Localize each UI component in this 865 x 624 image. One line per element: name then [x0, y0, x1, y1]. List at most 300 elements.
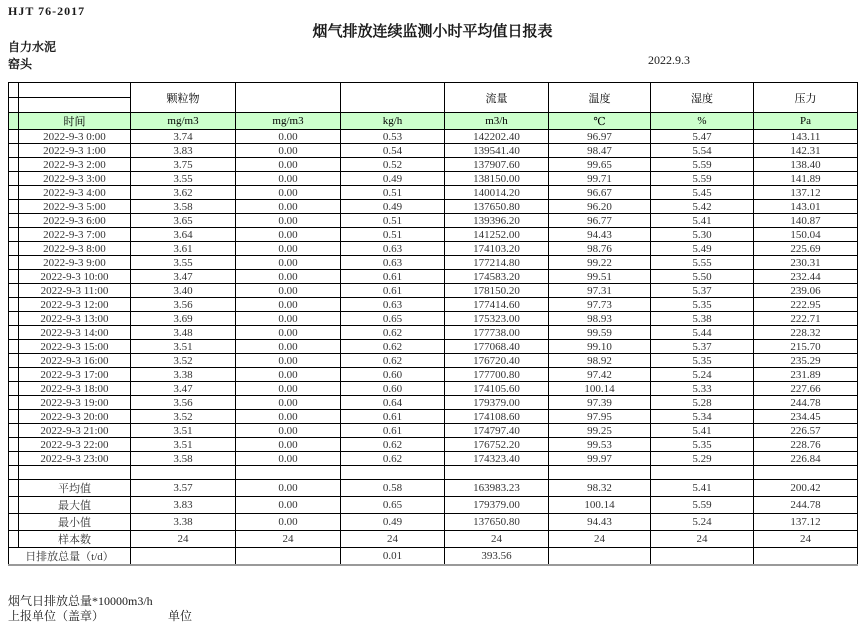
value-cell: 100.14 — [549, 382, 651, 396]
gutter-cell — [9, 228, 19, 242]
gutter-cell — [9, 514, 19, 531]
value-cell: 5.37 — [651, 284, 754, 298]
value-cell: 0.00 — [236, 214, 341, 228]
time-cell: 2022-9-3 20:00 — [19, 410, 131, 424]
value-cell: 0.00 — [236, 312, 341, 326]
time-cell: 2022-9-3 11:00 — [19, 284, 131, 298]
value-cell: 230.31 — [754, 256, 858, 270]
hourly-data-row — [9, 158, 858, 172]
value-cell: 99.51 — [549, 270, 651, 284]
time-cell: 2022-9-3 1:00 — [19, 144, 131, 158]
value-cell: 175323.00 — [445, 312, 549, 326]
hourly-data-row — [9, 242, 858, 256]
hourly-data-row — [9, 172, 858, 186]
value-cell: 5.28 — [651, 396, 754, 410]
value-cell: 5.41 — [651, 214, 754, 228]
summary-value-cell: 0.58 — [341, 480, 445, 497]
summary-label-cell: 最小值 — [19, 514, 131, 531]
value-cell: 97.31 — [549, 284, 651, 298]
value-cell: 5.59 — [651, 172, 754, 186]
value-cell: 0.00 — [236, 410, 341, 424]
value-cell: 5.33 — [651, 382, 754, 396]
station-name: 窑头 — [8, 57, 33, 71]
value-cell: 5.35 — [651, 354, 754, 368]
value-cell: 215.70 — [754, 340, 858, 354]
value-cell: 98.92 — [549, 354, 651, 368]
summary-value-cell: 24 — [651, 531, 754, 548]
value-cell: 0.63 — [341, 298, 445, 312]
time-cell: 2022-9-3 14:00 — [19, 326, 131, 340]
summary-value-cell: 393.56 — [445, 548, 549, 566]
value-cell: 141252.00 — [445, 228, 549, 242]
value-cell: 3.64 — [131, 228, 236, 242]
value-cell: 0.00 — [236, 256, 341, 270]
hourly-data-row — [9, 452, 858, 466]
blank-separator-row — [9, 466, 858, 480]
value-cell: 0.52 — [341, 158, 445, 172]
value-cell: 99.53 — [549, 438, 651, 452]
value-cell: 0.61 — [341, 284, 445, 298]
value-cell: 5.37 — [651, 340, 754, 354]
value-cell: 5.54 — [651, 144, 754, 158]
value-cell: 179379.00 — [445, 396, 549, 410]
summary-value-cell: 0.00 — [236, 497, 341, 514]
value-cell: 3.56 — [131, 396, 236, 410]
value-cell: 141.89 — [754, 172, 858, 186]
value-cell: 0.00 — [236, 284, 341, 298]
summary-value-cell: 24 — [236, 531, 341, 548]
summary-value-cell: 24 — [445, 531, 549, 548]
value-cell: 5.50 — [651, 270, 754, 284]
value-cell: 99.71 — [549, 172, 651, 186]
value-cell: 5.34 — [651, 410, 754, 424]
value-cell: 3.55 — [131, 172, 236, 186]
value-cell: 0.00 — [236, 452, 341, 466]
value-cell: 0.00 — [236, 242, 341, 256]
value-cell: 228.32 — [754, 326, 858, 340]
value-cell: 177738.00 — [445, 326, 549, 340]
summary-value-cell: 100.14 — [549, 497, 651, 514]
time-header-spacer — [19, 98, 131, 113]
time-cell: 2022-9-3 12:00 — [19, 298, 131, 312]
time-cell: 2022-9-3 5:00 — [19, 200, 131, 214]
value-cell: 178150.20 — [445, 284, 549, 298]
value-cell: 0.62 — [341, 326, 445, 340]
value-cell: 138.40 — [754, 158, 858, 172]
value-cell: 174323.40 — [445, 452, 549, 466]
value-cell: 96.67 — [549, 186, 651, 200]
summary-row — [9, 497, 858, 514]
value-cell: 139541.40 — [445, 144, 549, 158]
blank-cell — [445, 466, 549, 480]
summary-value-cell: 0.00 — [236, 480, 341, 497]
value-cell: 0.00 — [236, 144, 341, 158]
time-cell: 2022-9-3 23:00 — [19, 452, 131, 466]
page-title: 烟气排放连续监测小时平均值日报表 — [312, 24, 553, 40]
column-group-header: 流量 — [445, 83, 549, 113]
value-cell: 137.12 — [754, 186, 858, 200]
value-cell: 94.43 — [549, 228, 651, 242]
hourly-data-row — [9, 228, 858, 242]
footnote-unit: 单位 — [168, 609, 193, 623]
value-cell: 5.35 — [651, 438, 754, 452]
value-cell: 0.49 — [341, 200, 445, 214]
value-cell: 0.65 — [341, 312, 445, 326]
summary-value-cell: 200.42 — [754, 480, 858, 497]
value-cell: 98.76 — [549, 242, 651, 256]
value-cell: 0.00 — [236, 298, 341, 312]
summary-value-cell: 98.32 — [549, 480, 651, 497]
value-cell: 0.00 — [236, 396, 341, 410]
time-header-spacer — [19, 83, 131, 98]
value-cell: 177214.80 — [445, 256, 549, 270]
value-cell: 3.58 — [131, 200, 236, 214]
value-cell: 0.62 — [341, 340, 445, 354]
gutter-cell — [9, 200, 19, 214]
value-cell: 99.97 — [549, 452, 651, 466]
value-cell: 3.51 — [131, 424, 236, 438]
time-cell: 2022-9-3 19:00 — [19, 396, 131, 410]
value-cell: 232.44 — [754, 270, 858, 284]
unit-label-cell: kg/h — [341, 113, 445, 130]
value-cell: 3.52 — [131, 410, 236, 424]
summary-value-cell: 94.43 — [549, 514, 651, 531]
gutter-cell — [9, 396, 19, 410]
value-cell: 0.00 — [236, 368, 341, 382]
value-cell: 0.62 — [341, 354, 445, 368]
summary-value-cell: 24 — [131, 531, 236, 548]
time-cell: 2022-9-3 17:00 — [19, 368, 131, 382]
value-cell: 137907.60 — [445, 158, 549, 172]
summary-value-cell — [651, 548, 754, 566]
hourly-data-row — [9, 410, 858, 424]
column-group-header-empty — [341, 83, 445, 113]
value-cell: 174797.40 — [445, 424, 549, 438]
blank-cell — [651, 466, 754, 480]
blank-cell — [754, 466, 858, 480]
gutter-cell — [9, 144, 19, 158]
value-cell: 0.60 — [341, 368, 445, 382]
time-cell: 2022-9-3 2:00 — [19, 158, 131, 172]
value-cell: 5.49 — [651, 242, 754, 256]
summary-row — [9, 548, 858, 566]
value-cell: 0.62 — [341, 452, 445, 466]
value-cell: 0.51 — [341, 186, 445, 200]
column-group-header-empty — [236, 83, 341, 113]
hourly-data-row — [9, 200, 858, 214]
hourly-data-row — [9, 396, 858, 410]
summary-label-cell: 样本数 — [19, 531, 131, 548]
gutter-cell — [9, 130, 19, 144]
value-cell: 0.00 — [236, 424, 341, 438]
value-cell: 174103.20 — [445, 242, 549, 256]
value-cell: 5.38 — [651, 312, 754, 326]
value-cell: 142202.40 — [445, 130, 549, 144]
value-cell: 5.42 — [651, 200, 754, 214]
value-cell: 228.76 — [754, 438, 858, 452]
doc-standard-code: HJT 76-2017 — [8, 4, 86, 18]
value-cell: 231.89 — [754, 368, 858, 382]
value-cell: 0.49 — [341, 172, 445, 186]
summary-value-cell: 179379.00 — [445, 497, 549, 514]
summary-value-cell: 0.65 — [341, 497, 445, 514]
value-cell: 0.61 — [341, 424, 445, 438]
value-cell: 3.40 — [131, 284, 236, 298]
summary-value-cell — [131, 548, 236, 566]
summary-row — [9, 514, 858, 531]
time-cell: 2022-9-3 7:00 — [19, 228, 131, 242]
gutter-cell — [9, 424, 19, 438]
summary-label-cell: 平均值 — [19, 480, 131, 497]
unit-header-row — [9, 113, 858, 130]
summary-label-cell: 最大值 — [19, 497, 131, 514]
gutter-cell — [9, 113, 19, 130]
value-cell: 140.87 — [754, 214, 858, 228]
column-group-header: 温度 — [549, 83, 651, 113]
value-cell: 0.63 — [341, 256, 445, 270]
value-cell: 5.45 — [651, 186, 754, 200]
value-cell: 3.58 — [131, 452, 236, 466]
value-cell: 139396.20 — [445, 214, 549, 228]
group-header-row — [9, 83, 858, 98]
gutter-cell — [9, 172, 19, 186]
hourly-data-row — [9, 270, 858, 284]
gutter-cell — [9, 186, 19, 200]
value-cell: 3.61 — [131, 242, 236, 256]
value-cell: 0.00 — [236, 270, 341, 284]
gutter-cell — [9, 368, 19, 382]
value-cell: 99.22 — [549, 256, 651, 270]
value-cell: 140014.20 — [445, 186, 549, 200]
hourly-data-row — [9, 438, 858, 452]
value-cell: 225.69 — [754, 242, 858, 256]
gutter-cell — [9, 466, 19, 480]
monitoring-report-table — [8, 82, 858, 566]
gutter-cell — [9, 270, 19, 284]
value-cell: 0.60 — [341, 382, 445, 396]
value-cell: 5.47 — [651, 130, 754, 144]
value-cell: 96.97 — [549, 130, 651, 144]
blank-cell — [19, 466, 131, 480]
gutter-cell — [9, 214, 19, 228]
gutter-cell — [9, 452, 19, 466]
time-cell: 2022-9-3 15:00 — [19, 340, 131, 354]
unit-label-cell: % — [651, 113, 754, 130]
gutter-cell — [9, 326, 19, 340]
value-cell: 0.00 — [236, 354, 341, 368]
value-cell: 3.75 — [131, 158, 236, 172]
value-cell: 97.39 — [549, 396, 651, 410]
value-cell: 0.00 — [236, 158, 341, 172]
value-cell: 142.31 — [754, 144, 858, 158]
time-cell: 2022-9-3 3:00 — [19, 172, 131, 186]
value-cell: 3.51 — [131, 340, 236, 354]
value-cell: 234.45 — [754, 410, 858, 424]
value-cell: 235.29 — [754, 354, 858, 368]
hourly-data-row — [9, 312, 858, 326]
gutter-cell — [9, 382, 19, 396]
value-cell: 239.06 — [754, 284, 858, 298]
value-cell: 5.59 — [651, 158, 754, 172]
value-cell: 3.74 — [131, 130, 236, 144]
value-cell: 226.57 — [754, 424, 858, 438]
column-group-header: 压力 — [754, 83, 858, 113]
gutter-cell — [9, 83, 19, 98]
value-cell: 99.25 — [549, 424, 651, 438]
value-cell: 138150.00 — [445, 172, 549, 186]
value-cell: 3.48 — [131, 326, 236, 340]
column-group-header: 湿度 — [651, 83, 754, 113]
hourly-data-row — [9, 326, 858, 340]
value-cell: 0.00 — [236, 186, 341, 200]
hourly-data-row — [9, 256, 858, 270]
value-cell: 3.56 — [131, 298, 236, 312]
gutter-cell — [9, 284, 19, 298]
hourly-data-row — [9, 340, 858, 354]
value-cell: 3.47 — [131, 382, 236, 396]
summary-value-cell: 5.59 — [651, 497, 754, 514]
value-cell: 3.38 — [131, 368, 236, 382]
value-cell: 5.30 — [651, 228, 754, 242]
time-column-header: 时间 — [19, 113, 131, 130]
summary-value-cell: 137.12 — [754, 514, 858, 531]
value-cell: 0.51 — [341, 214, 445, 228]
gutter-cell — [9, 98, 19, 113]
gutter-cell — [9, 242, 19, 256]
unit-label-cell: Pa — [754, 113, 858, 130]
value-cell: 97.95 — [549, 410, 651, 424]
value-cell: 177414.60 — [445, 298, 549, 312]
value-cell: 3.47 — [131, 270, 236, 284]
hourly-data-row — [9, 214, 858, 228]
value-cell: 3.62 — [131, 186, 236, 200]
time-cell: 2022-9-3 16:00 — [19, 354, 131, 368]
summary-value-cell: 3.83 — [131, 497, 236, 514]
value-cell: 0.00 — [236, 382, 341, 396]
summary-value-cell: 24 — [341, 531, 445, 548]
value-cell: 0.00 — [236, 130, 341, 144]
value-cell: 177068.40 — [445, 340, 549, 354]
value-cell: 97.42 — [549, 368, 651, 382]
value-cell: 96.20 — [549, 200, 651, 214]
value-cell: 0.00 — [236, 438, 341, 452]
hourly-data-row — [9, 284, 858, 298]
value-cell: 0.00 — [236, 228, 341, 242]
column-group-header: 颗粒物 — [131, 83, 236, 113]
blank-cell — [236, 466, 341, 480]
value-cell: 5.35 — [651, 298, 754, 312]
value-cell: 3.65 — [131, 214, 236, 228]
value-cell: 3.83 — [131, 144, 236, 158]
value-cell: 143.11 — [754, 130, 858, 144]
hourly-data-row — [9, 130, 858, 144]
summary-value-cell: 163983.23 — [445, 480, 549, 497]
value-cell: 0.64 — [341, 396, 445, 410]
value-cell: 5.41 — [651, 424, 754, 438]
gutter-cell — [9, 531, 19, 548]
gutter-cell — [9, 158, 19, 172]
value-cell: 3.69 — [131, 312, 236, 326]
value-cell: 0.54 — [341, 144, 445, 158]
gutter-cell — [9, 256, 19, 270]
summary-value-cell — [549, 548, 651, 566]
value-cell: 222.95 — [754, 298, 858, 312]
value-cell: 98.47 — [549, 144, 651, 158]
value-cell: 174105.60 — [445, 382, 549, 396]
gutter-cell — [9, 438, 19, 452]
summary-value-cell: 24 — [754, 531, 858, 548]
unit-label-cell: mg/m3 — [131, 113, 236, 130]
value-cell: 96.77 — [549, 214, 651, 228]
value-cell: 99.59 — [549, 326, 651, 340]
time-cell: 2022-9-3 0:00 — [19, 130, 131, 144]
summary-value-cell: 0.00 — [236, 514, 341, 531]
time-cell: 2022-9-3 4:00 — [19, 186, 131, 200]
summary-value-cell: 137650.80 — [445, 514, 549, 531]
summary-value-cell — [236, 548, 341, 566]
value-cell: 222.71 — [754, 312, 858, 326]
hourly-data-row — [9, 354, 858, 368]
value-cell: 244.78 — [754, 396, 858, 410]
unit-label-cell: m3/h — [445, 113, 549, 130]
unit-label-cell: mg/m3 — [236, 113, 341, 130]
time-cell: 2022-9-3 21:00 — [19, 424, 131, 438]
footnote-daily-total: 烟气日排放总量*10000m3/h — [8, 594, 153, 608]
hourly-data-row — [9, 298, 858, 312]
blank-cell — [549, 466, 651, 480]
gutter-cell — [9, 410, 19, 424]
value-cell: 5.29 — [651, 452, 754, 466]
summary-value-cell — [754, 548, 858, 566]
value-cell: 0.63 — [341, 242, 445, 256]
value-cell: 137650.80 — [445, 200, 549, 214]
summary-value-cell: 0.01 — [341, 548, 445, 566]
value-cell: 0.00 — [236, 340, 341, 354]
time-cell: 2022-9-3 18:00 — [19, 382, 131, 396]
summary-value-cell: 24 — [549, 531, 651, 548]
time-cell: 2022-9-3 6:00 — [19, 214, 131, 228]
blank-cell — [341, 466, 445, 480]
value-cell: 0.53 — [341, 130, 445, 144]
summary-label-cell: 日排放总量（t/d） — [9, 548, 131, 566]
time-cell: 2022-9-3 13:00 — [19, 312, 131, 326]
value-cell: 97.73 — [549, 298, 651, 312]
value-cell: 176752.20 — [445, 438, 549, 452]
gutter-cell — [9, 340, 19, 354]
footnote-report-unit: 上报单位（盖章） — [8, 609, 105, 623]
value-cell: 3.51 — [131, 438, 236, 452]
value-cell: 99.10 — [549, 340, 651, 354]
hourly-data-row — [9, 424, 858, 438]
value-cell: 0.00 — [236, 326, 341, 340]
value-cell: 3.52 — [131, 354, 236, 368]
value-cell: 3.55 — [131, 256, 236, 270]
value-cell: 5.24 — [651, 368, 754, 382]
summary-value-cell: 244.78 — [754, 497, 858, 514]
time-cell: 2022-9-3 8:00 — [19, 242, 131, 256]
value-cell: 143.01 — [754, 200, 858, 214]
value-cell: 174108.60 — [445, 410, 549, 424]
unit-label-cell: ℃ — [549, 113, 651, 130]
hourly-data-row — [9, 368, 858, 382]
blank-cell — [131, 466, 236, 480]
gutter-cell — [9, 497, 19, 514]
value-cell: 176720.40 — [445, 354, 549, 368]
time-cell: 2022-9-3 9:00 — [19, 256, 131, 270]
summary-value-cell: 3.57 — [131, 480, 236, 497]
hourly-data-row — [9, 186, 858, 200]
hourly-data-row — [9, 144, 858, 158]
